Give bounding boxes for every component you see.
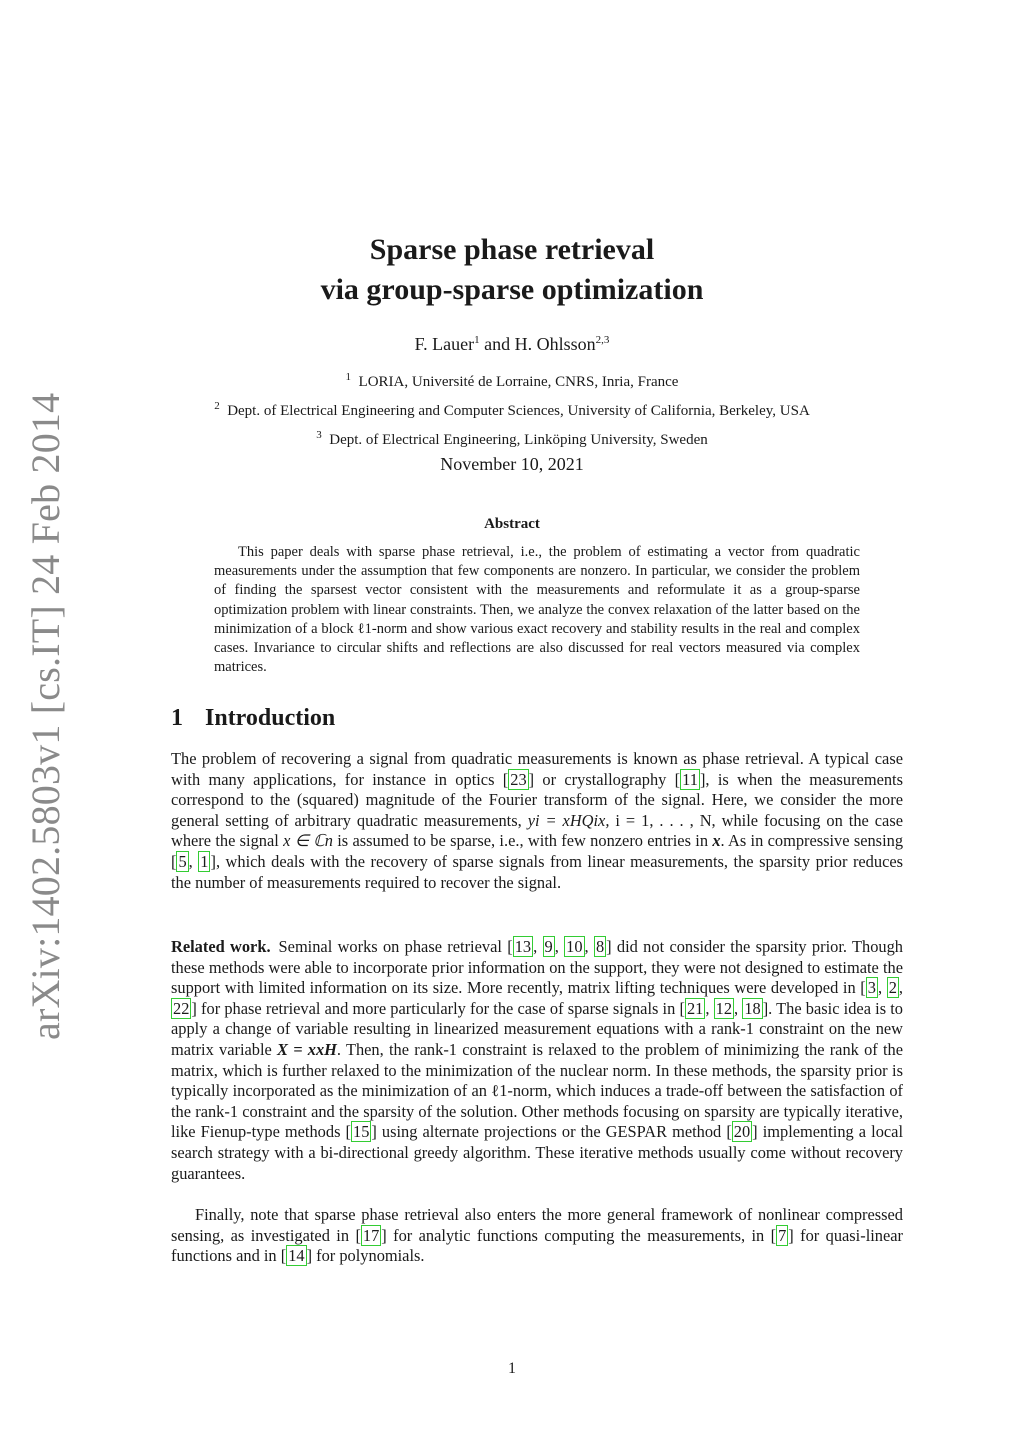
title-line-2: via group-sparse optimization [320, 273, 704, 306]
author-1: F. Lauer [414, 334, 475, 354]
arxiv-stamp: arXiv:1402.5803v1 [cs.IT] 24 Feb 2014 [23, 392, 68, 1040]
citation-link[interactable]: 18 [744, 998, 761, 1018]
section-title: Introduction [205, 705, 336, 731]
author-list [0, 328, 1024, 356]
text-run: is assumed to be sparse, i.e., with few nonzero entries in [332, 831, 713, 851]
author-conj: and [479, 334, 515, 354]
text-run: i = 1, . . . , N, while focusing on the case where the signal [171, 810, 903, 851]
affiliation-text: LORIA, Université de Lorraine, CNRS, Inria, France [358, 374, 679, 390]
equation: x ∈ ℂn [283, 831, 333, 851]
text-run: did not consider the sparsity prior. Though these methods were able to incorporate prior information on the support, they were not designed to estimate the support with limited information on its size. More recently, matrix lifting techniques were developed in [171, 937, 903, 998]
section-number: 1 [171, 705, 183, 731]
citation-link[interactable]: 12 [715, 998, 733, 1018]
citation-link[interactable]: 22 [173, 998, 190, 1018]
page-number: 1 [508, 1360, 516, 1377]
citation-link[interactable]: 15 [353, 1122, 370, 1142]
abstract-heading: Abstract [484, 516, 540, 532]
paper-date: November 10, 2021 [440, 454, 584, 474]
affiliation [0, 394, 1024, 423]
abstract-text: This paper deals with sparse phase retrieval, i.e., the problem of estimating a vector from quadratic measurements under the assumption that few components are nonzero. In particular, we consider the problem of finding the sparsest vector consistent with the measurements and reformulate it as a group-sparse optimization problem with linear constraints. Then, we analyze the convex relaxation of the latter based on the minimization of a block ℓ1-norm and show various exact recovery and stability results in the real and complex cases. Invariance to circular shifts and reflections are also discussed for real vectors measured via complex matrices. [214, 544, 860, 676]
affiliations [0, 365, 1024, 452]
text-run: Finally, note that sparse phase retrieval also enters the more general framework of nonlinear compressed sensing, as investigated in [171, 1205, 903, 1245]
affiliation-text: Dept. of Electrical Engineering and Computer Sciences, University of California, Berkeley, USA [227, 403, 810, 419]
citation-link[interactable]: 13 [514, 937, 532, 956]
text-run: using alternate projections or the GESPAR method [376, 1122, 727, 1142]
affiliation [0, 365, 1024, 394]
text-run: for polynomials. [312, 1246, 425, 1266]
citation-link[interactable]: 10 [566, 937, 583, 956]
affiliation-marker: 2 [214, 400, 220, 412]
text-run: for analytic functions computing the measurements, in [386, 1225, 771, 1245]
author-2-affil: 2,3 [595, 334, 610, 346]
citation-link[interactable]: 9 [544, 937, 553, 956]
intro-paragraph: The problem of recovering a signal from quadratic measurements is known as phase retrieval. A typical case with many applications, for instance in optics [ 23 ] or crystallography [ 11 ], is when the measurements correspond to the (squared) magnitude of the Fourier transform of the signal. Here, we consider the more general setting of arbitrary quadratic measurements, yi = xHQix, i = 1, . . . , N, while focusing on the case where the signal x ∈ ℂn is assumed to be sparse, i.e., with few nonzero entries in x. As in compressive sensing [ 5 , 1 ], which deals with the recovery of sparse signals from linear measurements, the sparsity prior reduces the number of measurements required to recover the signal. [171, 749, 904, 892]
citation-link[interactable]: 14 [288, 1246, 305, 1266]
affiliation [0, 423, 1024, 452]
citation-link[interactable]: 1 [200, 851, 209, 871]
citation-link[interactable]: 17 [362, 1225, 380, 1245]
citation-link[interactable]: 7 [778, 1225, 787, 1245]
affiliation-marker: 1 [345, 371, 352, 383]
citation-link[interactable]: 5 [178, 851, 187, 871]
title-line-1: Sparse phase retrieval [369, 233, 655, 266]
nonlinear-cs-paragraph: Finally, note that sparse phase retrieval also enters the more general framework of nonlinear compressed sensing, as investigated in [ 17 ] for analytic functions computing the measurements, in [ 7 ] for quasi-linear functions and in [ 14 ] for polynomials. [171, 1205, 904, 1266]
text-run: The problem of recovering a signal from quadratic measurements is known as phase retrieval. A typical case with many applications, for instance in optics [171, 749, 903, 789]
text-run: . As in compressive sensing [720, 831, 904, 851]
text-run: for quasi-linear functions and in [171, 1225, 904, 1266]
text-run: Seminal works on phase retrieval [278, 937, 508, 956]
affiliation-text: Dept. of Electrical Engineering, Linköping University, Sweden [329, 432, 708, 448]
text-run: for phase retrieval and more particularly for the case of sparse signals in [196, 998, 680, 1018]
math-symbol: x [712, 831, 721, 851]
citation-link[interactable]: 23 [510, 769, 527, 789]
citation-link[interactable]: 21 [686, 998, 704, 1018]
text-run: . Then, the rank-1 constraint is relaxed to the problem of minimizing the rank of the matrix, which is further relaxed to the minimization of the nuclear norm. In these methods, the sparsity prior is typically incorporated as the minimization of an ℓ1-norm, which induces a trade-off between the satisfaction of the rank-1 constraint and the sparsity of the solution. Other methods focusing on sparsity are typically iterative, like Fienup-type methods [171, 1039, 903, 1142]
citation-link[interactable]: 2 [888, 978, 897, 998]
affiliation-marker: 3 [316, 429, 322, 441]
text-run: , is when the measurements correspond to the (squared) magnitude of the Fourier transform of the signal. Here, we consider the more general setting of arbitrary quadratic measurements, [171, 769, 903, 830]
text-run: . The basic idea is to apply a change of variable resulting in linearized measurement equations with a rank-1 constraint on the new matrix variable [171, 998, 904, 1059]
citation-link[interactable]: 11 [682, 769, 698, 789]
citation-link[interactable]: 3 [867, 978, 876, 998]
related-work-paragraph: Related work. Seminal works on phase retrieval [ 13 , 9 , 10 , 8 ] did not consider the sparsity prior. Though these methods were able to incorporate prior information on the support, they were not designed to estimate the support with limited information on its size. More recently, matrix lifting techniques were developed in [ 3 , 2 , 22 ] for phase retrieval and more particularly for the case of sparse signals in [ 21 , 12 , 18 ]. The basic idea is to apply a change of variable resulting in linearized measurement equations with a rank-1 constraint on the new matrix variable X = xxH. Then, the rank-1 constraint is relaxed to the problem of minimizing the rank of the matrix, which is further relaxed to the minimization of the nuclear norm. In these methods, the sparsity prior is typically incorporated as the minimization of an ℓ1-norm, which induces a trade-off between the satisfaction of the rank-1 constraint and the sparsity of the solution. Other methods focusing on sparsity are typically iterative, like Fienup-type methods [ 15 ] using alternate projections or the GESPAR method [ 20 ] implementing a local search strategy with a bi-directional greedy algorithm. These iterative methods usually come without recovery guarantees. [171, 937, 904, 1183]
paper-title [0, 230, 1024, 310]
citation-link[interactable]: 8 [595, 937, 605, 956]
equation: yi = xHQix, [527, 810, 610, 830]
text-run: implementing a local search strategy with a bi-directional greedy algorithm. These iterative methods usually come without recovery guarantees. [171, 1122, 904, 1183]
text-run: or crystallography [534, 769, 675, 789]
section-heading [171, 705, 335, 732]
text-run: , which deals with the recovery of sparse signals from linear measurements, the sparsity prior reduces the number of measurements required to recover the signal. [171, 851, 903, 892]
author-1-affil: 1 [474, 334, 480, 346]
paragraph-heading: Related work. [171, 937, 271, 956]
citation-link[interactable]: 20 [733, 1122, 751, 1142]
equation: X = xxH [277, 1039, 337, 1059]
author-2: H. Ohlsson [514, 334, 596, 354]
